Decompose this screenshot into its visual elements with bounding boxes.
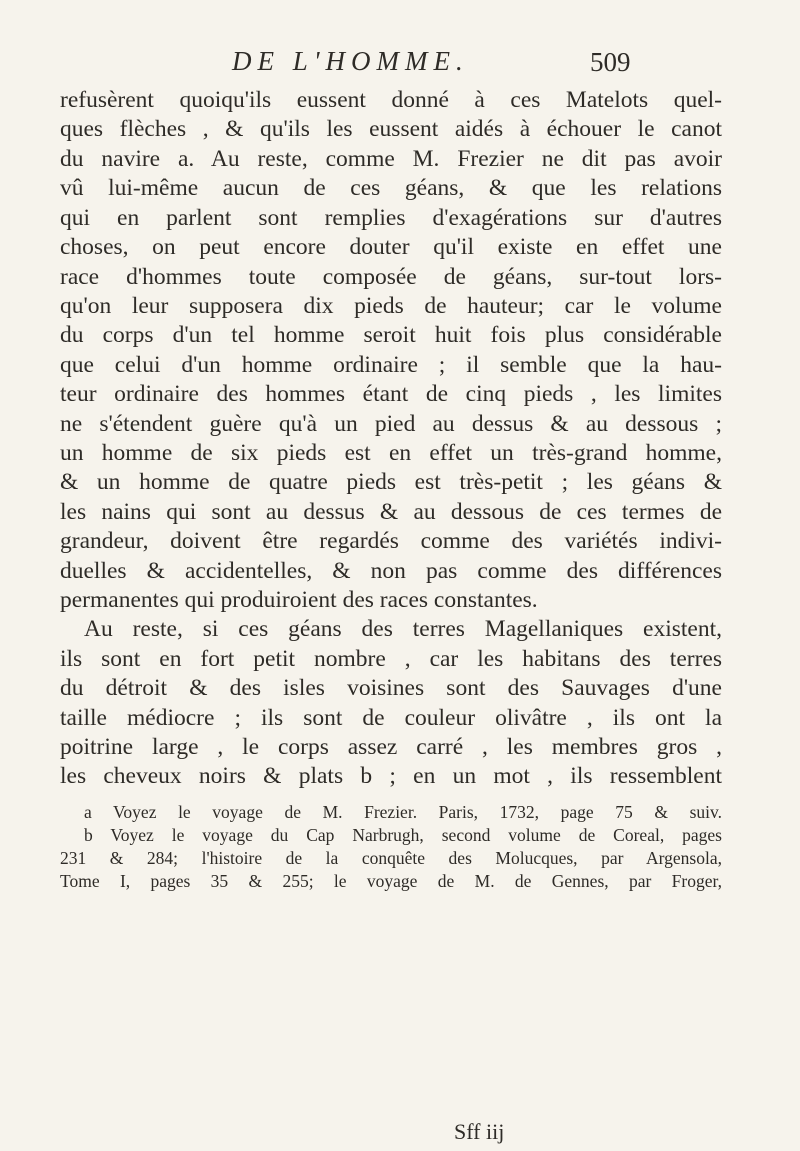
text-line: race d'hommes toute composée de géans, sur-tout lors- [60,264,722,290]
footnote-line: a Voyez le voyage de M. Frezier. Paris, 1732, page 75 & suiv. [84,802,722,822]
text-line: Au reste, si ces géans des terres Magellaniques existent, [84,616,722,642]
text-line: ne s'étendent guère qu'à un pied au dessus & au dessous ; [60,411,722,437]
text-line: poitrine large , le corps assez carré , les membres gros , [60,734,722,760]
text-line: choses, on peut encore douter qu'il existe en effet une [60,234,722,260]
text-line: & un homme de quatre pieds est très-petit ; les géans & [60,469,722,495]
footnote-line: Tome I, pages 35 & 255; le voyage de M. de Gennes, par Froger, [60,871,722,891]
text-line: vû lui-même aucun de ces géans, & que les relations [60,175,722,201]
page-number: 509 [590,47,631,77]
text-line: taille médiocre ; ils sont de couleur olivâtre , ils ont la [60,705,722,731]
text-line: du détroit & des isles voisines sont des Sauvages d'une [60,675,722,701]
text-line: qu'on leur supposera dix pieds de hauteur; car le volume [60,293,722,319]
text-line: un homme de six pieds est en effet un très-grand homme, [60,440,722,466]
text-line: grandeur, doivent être regardés comme des variétés indivi- [60,528,722,554]
text-line: duelles & accidentelles, & non pas comme des différences [60,558,722,584]
text-line: que celui d'un homme ordinaire ; il semble que la hau- [60,352,722,378]
page-header [0,46,800,86]
text-line: du navire a. Au reste, comme M. Frezier ne dit pas avoir [60,146,722,172]
text-line: permanentes qui produiroient des races constantes. [60,587,538,613]
text-line: les cheveux noirs & plats b ; en un mot , ils ressemblent [60,763,722,789]
footnote-line: b Voyez le voyage du Cap Narbrugh, second volume de Coreal, pages [84,825,722,845]
signature-mark: Sff iij [454,1119,505,1144]
running-head: DE L'HOMME. [232,46,469,76]
footnote-line: 231 & 284; l'histoire de la conquête des Molucques, par Argensola, [60,848,722,868]
text-line: refusèrent quoiqu'ils eussent donné à ces Matelots quel- [60,87,722,113]
text-line: qui en parlent sont remplies d'exagérations sur d'autres [60,205,722,231]
text-line: ils sont en fort petit nombre , car les habitans des terres [60,646,722,672]
text-line: du corps d'un tel homme seroit huit fois plus considérable [60,322,722,348]
text-line: teur ordinaire des hommes étant de cinq pieds , les limites [60,381,722,407]
text-line: les nains qui sont au dessus & au dessous de ces termes de [60,499,722,525]
text-line: ques flèches , & qu'ils les eussent aidés à échouer le canot [60,116,722,142]
